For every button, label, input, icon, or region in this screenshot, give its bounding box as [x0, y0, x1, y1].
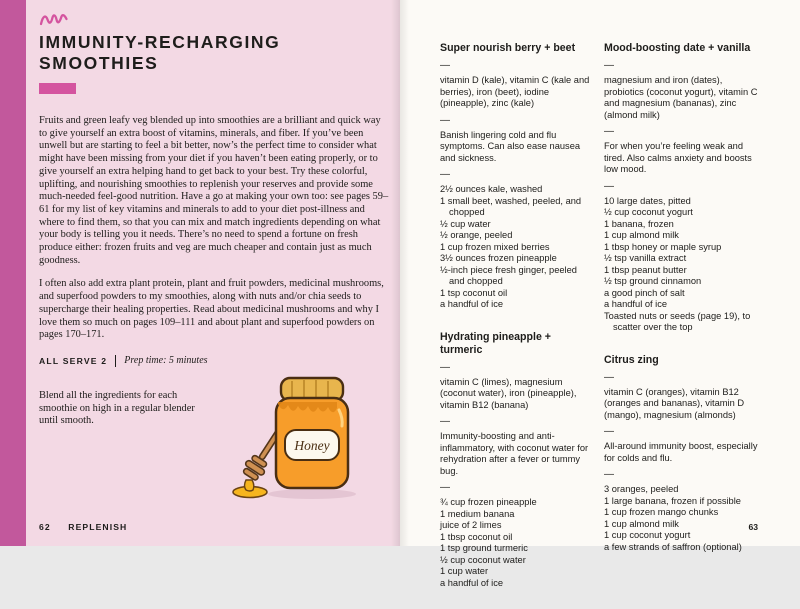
recipe-citrus-zing	[604, 354, 764, 554]
method-text: Blend all the ingredients for each smoothie on high in a regular blender until smooth.	[39, 389, 195, 427]
recipe-description: For when you’re feeling weak and tired. Also calms anxiety and boosts low mood.	[604, 141, 752, 174]
recipe-super-nourish	[440, 42, 591, 311]
divider-dash: —	[604, 180, 614, 192]
left-page-footer	[39, 522, 127, 532]
recipe-mood-boosting	[604, 42, 764, 334]
serve-label: ALL SERVE 2	[39, 355, 108, 366]
recipe-description: Banish lingering cold and flu symptoms. Can also ease nausea and sickness.	[440, 129, 581, 163]
divider-dash: —	[440, 114, 450, 126]
serve-prep-line	[39, 355, 391, 367]
prep-time-label: Prep time: 5 minutes	[124, 355, 208, 367]
ingredient-line: 1 cup water	[440, 566, 489, 576]
spine-color-strip	[0, 0, 26, 546]
divider-dash: —	[604, 426, 614, 437]
ingredient-line: ½ cup coconut yogurt	[604, 207, 693, 217]
ingredient-list	[440, 184, 591, 311]
ingredient-line: ½ cup water	[440, 218, 491, 229]
ingredient-line: 1 cup frozen mango chunks	[604, 507, 719, 517]
page-title-line1: IMMUNITY-RECHARGING	[39, 32, 281, 52]
ingredient-line: ½ cup coconut water	[440, 554, 526, 565]
ingredient-line: 1 cup almond milk	[604, 518, 679, 529]
ingredient-line: 1 cup almond milk	[604, 230, 679, 240]
ingredient-line: ½ tsp ground cinnamon	[604, 276, 702, 286]
left-page-number: 62	[39, 522, 51, 532]
recipe-title: Super nourish berry + beet	[440, 42, 576, 54]
divider-dash: —	[604, 126, 614, 137]
ingredient-line: juice of 2 limes	[440, 520, 502, 530]
ingredient-line: 1 tsp coconut oil	[440, 287, 508, 298]
ingredient-line: Toasted nuts or seeds (page 19), to scatter over the top	[604, 310, 751, 332]
ingredient-line: 1 large banana, frozen if possible	[604, 495, 741, 506]
title-accent-bar	[39, 83, 76, 94]
ingredient-list	[604, 196, 764, 334]
serve-divider	[115, 355, 116, 367]
divider-dash: —	[604, 371, 614, 383]
ingredient-line: a handful of ice	[604, 299, 668, 309]
recipe-description: Immunity-boosting and anti-inflammatory, with coconut water for rehydration after a fever or tummy bug.	[440, 431, 589, 476]
ingredient-line: 10 large dates, pitted	[604, 195, 691, 206]
page-title-line2: SMOOTHIES	[39, 53, 159, 73]
left-page	[26, 0, 400, 546]
divider-dash: —	[440, 361, 450, 373]
recipe-column-2	[604, 42, 764, 573]
squiggle-icon	[39, 12, 69, 27]
recipe-hydrating-pineapple	[440, 331, 591, 590]
right-page-number: 63	[748, 522, 758, 532]
recipe-column-1	[440, 42, 591, 609]
page-title	[39, 32, 391, 74]
ingredient-line: a handful of ice	[440, 577, 504, 588]
ingredient-line: ¾ cup frozen pineapple	[440, 497, 537, 507]
ingredient-line: ½ tsp vanilla extract	[604, 253, 687, 263]
right-page	[400, 0, 800, 588]
ingredient-line: 1 tbsp honey or maple syrup	[604, 241, 722, 252]
ingredient-line: 3 oranges, peeled	[604, 484, 679, 494]
divider-dash: —	[604, 60, 614, 71]
divider-dash: —	[440, 60, 450, 71]
ingredient-line: ½ orange, peeled	[440, 230, 513, 240]
ingredient-line: 2½ ounces kale, washed	[440, 184, 543, 194]
divider-dash: —	[440, 416, 450, 427]
divider-dash: —	[604, 469, 614, 480]
ingredient-line: 1 small beet, washed, peeled, and chopped	[440, 195, 582, 217]
recipe-vitamins: magnesium and iron (dates), probiotics (coconut yogurt), vitamin C and magnesium (bananas), zinc (almond milk)	[604, 75, 758, 120]
recipe-title: Mood-boosting date + vanilla	[604, 42, 751, 54]
honey-jar-illustration	[224, 368, 362, 511]
footer-book-title: REPLENISH	[68, 522, 128, 532]
jar-label-text: Honey	[294, 438, 330, 453]
ingredient-line: 1 cup coconut yogurt	[604, 530, 691, 540]
jar-shadow	[268, 489, 356, 499]
intro-paragraph: Fruits and green leafy veg blended up into smoothies are a brilliant and quick way to give yourself an extra boost of vitamins, minerals, and fiber. If you’ve been unwell but are starting to feel a bit better, now’s the perfect time to consider what might have been missing from your diet if you haven’t been eating properly, or to give yourself an extra helping hand to get back to your best. Try these colorful, uplifting, and nourishing smoothies to replenish your reserves and provide some much-needed feel-good nutrition. Have a go at making your own too: see pages 59–61 for my list of key vitamins and minerals to add to your diet post-illness and where to find them, so that you can mix and match ingredients depending on what your body is telling you it needs. There’s no need to spend a fortune on fresh produce either: frozen fruits and veg are much cheaper and contain just as much goodness.	[39, 115, 389, 266]
recipe-title: Hydrating pineapple + turmeric	[440, 330, 551, 356]
second-paragraph: I often also add extra plant protein, plant and fruit powders, medicinal mushrooms, and superfood powders to my smoothies, along with nuts and/or chia seeds to supercharge their healing properties. Read about medicinal mushrooms and why I love them so much on pages 109–111 and about plant and superfood powders on pages 170–171.	[39, 278, 384, 341]
recipe-title: Citrus zing	[604, 353, 659, 366]
recipe-vitamins: vitamin C (limes), magnesium (coconut water), iron (pineapple), vitamin B12 (banana)	[440, 376, 577, 410]
ingredient-line: 3½ ounces frozen pineapple	[440, 253, 557, 263]
ingredient-line: 1 tbsp coconut oil	[440, 531, 513, 542]
ingredient-line: a good pinch of salt	[604, 287, 685, 298]
ingredient-list	[604, 484, 764, 553]
ingredient-line: 1 cup frozen mixed berries	[440, 241, 550, 252]
ingredient-line: 1 tsp ground turmeric	[440, 543, 528, 553]
divider-dash: —	[440, 169, 450, 180]
ingredient-line: a handful of ice	[440, 299, 504, 309]
ingredient-line: 1 banana, frozen	[604, 218, 674, 229]
ingredient-line: 1 medium banana	[440, 508, 515, 519]
recipe-description: All-around immunity boost, especially for colds and flu.	[604, 441, 758, 463]
divider-dash: —	[440, 482, 450, 493]
ingredient-list	[440, 497, 591, 589]
ingredient-line: 1 tbsp peanut butter	[604, 264, 687, 275]
recipe-vitamins: vitamin D (kale), vitamin C (kale and berries), iron (beet), iodine (pineapple), zinc (kale)	[440, 75, 590, 108]
ingredient-line: a few strands of saffron (optional)	[604, 541, 742, 552]
recipe-vitamins: vitamin C (oranges), vitamin B12 (oranges and bananas), vitamin D (mango), magnesium (almonds)	[604, 386, 745, 420]
ingredient-line: ½-inch piece fresh ginger, peeled and chopped	[440, 264, 577, 286]
